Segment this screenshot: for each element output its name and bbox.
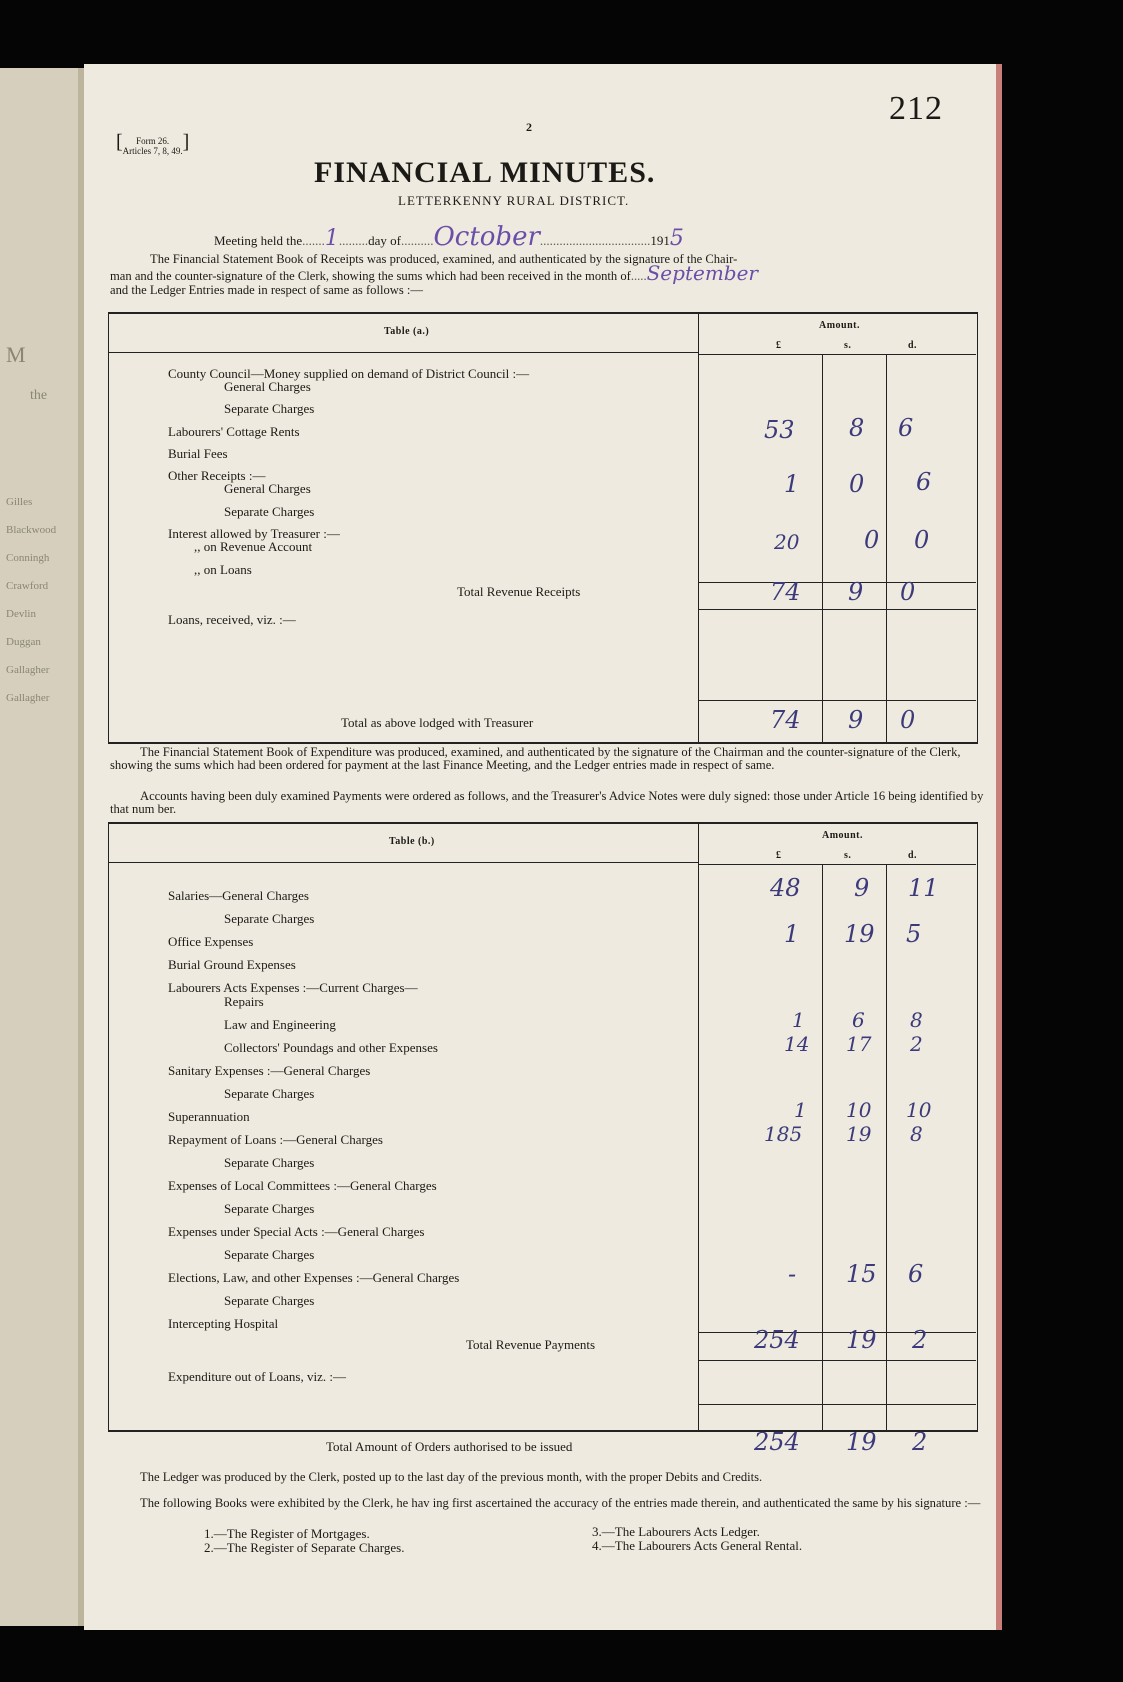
- table-row: Collectors' Poundags and other Expenses: [224, 1040, 438, 1055]
- table-a-col-pence: d.: [908, 340, 918, 351]
- amount-pounds: 14: [784, 1032, 810, 1056]
- intro-line-1: The Financial Statement Book of Receipts was produced, examined, and authenticated by the signature of the Chair-: [150, 252, 738, 266]
- ledger-statement: The Ledger was produced by the Clerk, posted up to the last day of the previous month, with the proper Debits and Credits.: [140, 1470, 763, 1484]
- amount-pence: 5: [906, 920, 922, 948]
- table-row: Expenditure out of Loans, viz. :—: [168, 1369, 346, 1384]
- amount-shillings: 9: [848, 706, 864, 734]
- form-reference: [ Form 26. Articles 7, 8, 49.]: [116, 131, 190, 156]
- amount-pounds: -: [788, 1260, 797, 1288]
- form-number: Form 26.: [136, 136, 170, 146]
- amount-pounds: 53: [764, 416, 795, 444]
- facing-page-fragment: Gilles: [6, 496, 33, 508]
- table-row: Intercepting Hospital: [168, 1316, 279, 1331]
- table-b-subtotal-rule: [698, 1360, 976, 1361]
- amount-pounds: 20: [774, 530, 800, 554]
- facing-page-fragment: the: [30, 388, 48, 403]
- amount-shillings: 6: [852, 1008, 865, 1032]
- table-row: Total Revenue Payments: [466, 1337, 596, 1352]
- table-row: Separate Charges: [224, 1201, 315, 1216]
- amount-pence: 2: [912, 1326, 928, 1354]
- table-row: Superannuation: [168, 1109, 250, 1124]
- table-row: Total Amount of Orders authorised to be issued: [326, 1439, 573, 1454]
- ledger-page: [84, 64, 998, 1630]
- table-row: General Charges: [224, 481, 311, 496]
- table-a-col-shillings: s.: [844, 340, 852, 351]
- table-row: Repayment of Loans :—General Charges: [168, 1132, 383, 1147]
- table-row: Separate Charges: [224, 504, 315, 519]
- intro-line-3: and the Ledger Entries made in respect of same as follows :—: [110, 283, 423, 297]
- amount-shillings: 8: [849, 414, 865, 442]
- amount-shillings: 0: [864, 526, 880, 554]
- table-row: ,, on Revenue Account: [194, 539, 313, 554]
- intro-month: September: [646, 261, 758, 285]
- table-row: Burial Fees: [168, 446, 228, 461]
- table-a-col-rule: [822, 354, 823, 742]
- facing-page-fragment: Crawford: [6, 580, 49, 592]
- page-title: FINANCIAL MINUTES.: [314, 156, 656, 189]
- amount-pence: 0: [914, 526, 930, 554]
- table-a-title: Table (a.): [384, 326, 430, 337]
- amount-shillings: 19: [846, 1428, 877, 1456]
- amount-pounds: 1: [784, 920, 800, 948]
- table-row: Labourers Acts Expenses :—Current Charges—: [168, 980, 418, 995]
- amount-pence: 0: [900, 706, 916, 734]
- table-row: Separate Charges: [224, 1293, 315, 1308]
- table-row: Law and Engineering: [224, 1017, 336, 1032]
- form-articles: Articles 7, 8, 49.: [122, 146, 183, 156]
- facing-page-fragment: Devlin: [6, 608, 36, 620]
- table-a-col-rule: [886, 354, 887, 742]
- table-a-total-rule: [698, 700, 976, 701]
- amount-shillings: 9: [848, 578, 864, 606]
- table-b-col-rule: [698, 822, 699, 1430]
- facing-page-fragment: Gallagher: [6, 692, 50, 704]
- facing-page-fragment: Blackwood: [6, 524, 57, 536]
- table-row: Separate Charges: [224, 1155, 315, 1170]
- amount-pence: 0: [900, 578, 916, 606]
- amount-pounds: 1: [784, 470, 800, 498]
- table-row: Separate Charges: [224, 911, 315, 926]
- table-a-col-pounds: £: [776, 340, 782, 351]
- table-row: Sanitary Expenses :—General Charges: [168, 1063, 371, 1078]
- meeting-dayof-label: day of: [368, 233, 401, 248]
- sheet-number: 2: [526, 120, 532, 134]
- amount-pence: 6: [898, 414, 914, 442]
- table-b-amount-rule: [698, 864, 976, 865]
- table-a-header-rule: [108, 352, 698, 353]
- meeting-line: Meeting held the.......1.........day of..........October..................................1915: [214, 222, 684, 252]
- table-row: Elections, Law, and other Expenses :—General Charges: [168, 1270, 460, 1285]
- table-b-title: Table (b.): [389, 836, 435, 847]
- book-item: 4.—The Labourers Acts General Rental.: [592, 1538, 803, 1553]
- table-row: Burial Ground Expenses: [168, 957, 296, 972]
- book-item: 3.—The Labourers Acts Ledger.: [592, 1524, 760, 1539]
- amount-pounds: 48: [770, 874, 801, 902]
- table-row: Repairs: [224, 994, 264, 1009]
- amount-shillings: 15: [846, 1260, 877, 1288]
- books-statement: The following Books were exhibited by the Clerk, he hav ing first ascertained the accuracy of the entries made therein, and authenticated the same by his signature :—: [140, 1496, 981, 1510]
- table-b-col-pounds: £: [776, 850, 782, 861]
- table-b-total-rule: [698, 1404, 976, 1405]
- table-b-subtotal-rule: [698, 1332, 976, 1333]
- table-row: Separate Charges: [224, 1086, 315, 1101]
- table-row: Total Revenue Receipts: [457, 584, 581, 599]
- table-a-amount-label: Amount.: [819, 320, 861, 331]
- meeting-year-suffix: 5: [669, 226, 684, 251]
- table-row: County Council—Money supplied on demand of District Council :—: [168, 366, 530, 381]
- table-row: Expenses under Special Acts :—General Charges: [168, 1224, 425, 1239]
- table-a-col-rule: [698, 312, 699, 742]
- table-b-col-shillings: s.: [844, 850, 852, 861]
- table-b-col-rule: [822, 864, 823, 1430]
- book-item: 1.—The Register of Mortgages.: [204, 1526, 370, 1541]
- amount-pence: 8: [910, 1008, 923, 1032]
- expenditure-intro: The Financial Statement Book of Expenditure was produced, examined, and authenticated by the signature of the Chairman and the counter-signature of the Clerk, showing the sums which had been ordered for payment at the last Finance Meeting, and the Ledger entries made in respect of same.: [110, 745, 961, 772]
- amount-pence: 10: [906, 1098, 932, 1122]
- table-row: Labourers' Cottage Rents: [168, 424, 300, 439]
- table-a-amount-rule: [698, 354, 976, 355]
- facing-page-fragment: Conningh: [6, 552, 50, 564]
- district-name: LETTERKENNY RURAL DISTRICT.: [398, 193, 630, 208]
- table-row: Loans, received, viz. :—: [168, 612, 296, 627]
- amount-pence: 2: [910, 1032, 923, 1056]
- amount-pence: 11: [908, 874, 939, 902]
- amount-pounds: 74: [770, 706, 801, 734]
- amount-pence: 2: [912, 1428, 928, 1456]
- amount-pounds: 254: [754, 1326, 800, 1354]
- amount-pounds: 254: [754, 1428, 800, 1456]
- table-b-col-pence: d.: [908, 850, 918, 861]
- table-row: Salaries—General Charges: [168, 888, 309, 903]
- payments-intro: Accounts having been duly examined Payments were ordered as follows, and the Treasurer's Advice Notes were duly signed: those under Article 16 being identified by that num ber.: [110, 789, 984, 816]
- amount-shillings: 19: [844, 920, 875, 948]
- meeting-year-prefix: 191: [650, 233, 670, 248]
- intro-line-2: man and the counter-signature of the Clerk, showing the sums which had been received in the month of: [110, 269, 631, 283]
- book-item: 2.—The Register of Separate Charges.: [204, 1540, 405, 1555]
- table-row: Expenses of Local Committees :—General Charges: [168, 1178, 437, 1193]
- table-a-subtotal-rule: [698, 582, 976, 583]
- amount-shillings: 9: [854, 874, 870, 902]
- amount-shillings: 0: [849, 470, 865, 498]
- receipts-intro: The Financial Statement Book of Receipts was produced, examined, and authenticated by the signature of the Chair- man and the counter-signature of the Clerk, showing the sums which had been received in the month of.....September and the Ledger Entries made in respect of same as follows :—: [110, 252, 758, 297]
- table-b-header-rule: [108, 862, 698, 863]
- amount-pence: 6: [916, 468, 932, 496]
- table-row: Separate Charges: [224, 1247, 315, 1262]
- amount-shillings: 19: [846, 1326, 877, 1354]
- table-a-subtotal-rule: [698, 609, 976, 610]
- table-row: Total as above lodged with Treasurer: [341, 715, 534, 730]
- amount-shillings: 19: [846, 1122, 872, 1146]
- amount-shillings: 10: [846, 1098, 872, 1122]
- table-row: ,, on Loans: [194, 562, 252, 577]
- page-number: 212: [889, 90, 943, 127]
- table-row: Other Receipts :—: [168, 468, 266, 483]
- amount-pounds: 1: [794, 1098, 807, 1122]
- table-b-amount-label: Amount.: [822, 830, 864, 841]
- meeting-month: October: [433, 222, 540, 252]
- amount-shillings: 17: [846, 1032, 872, 1056]
- table-row: General Charges: [224, 379, 311, 394]
- amount-pence: 6: [908, 1260, 924, 1288]
- facing-page-fragment: M: [6, 342, 26, 367]
- facing-page-fragment: Duggan: [6, 636, 41, 648]
- table-row: Interest allowed by Treasurer :—: [168, 526, 340, 541]
- table-row: Office Expenses: [168, 934, 254, 949]
- table-row: Separate Charges: [224, 401, 315, 416]
- facing-page-fragment: Gallagher: [6, 664, 50, 676]
- meeting-day: 1: [324, 226, 339, 251]
- meeting-label: Meeting held the: [214, 233, 303, 248]
- page-edge: [996, 64, 1002, 1630]
- table-b-col-rule: [886, 864, 887, 1430]
- amount-pounds: 185: [764, 1122, 803, 1146]
- amount-pounds: 1: [792, 1008, 805, 1032]
- amount-pence: 8: [910, 1122, 923, 1146]
- facing-page: [0, 68, 82, 1626]
- amount-pounds: 74: [770, 578, 801, 606]
